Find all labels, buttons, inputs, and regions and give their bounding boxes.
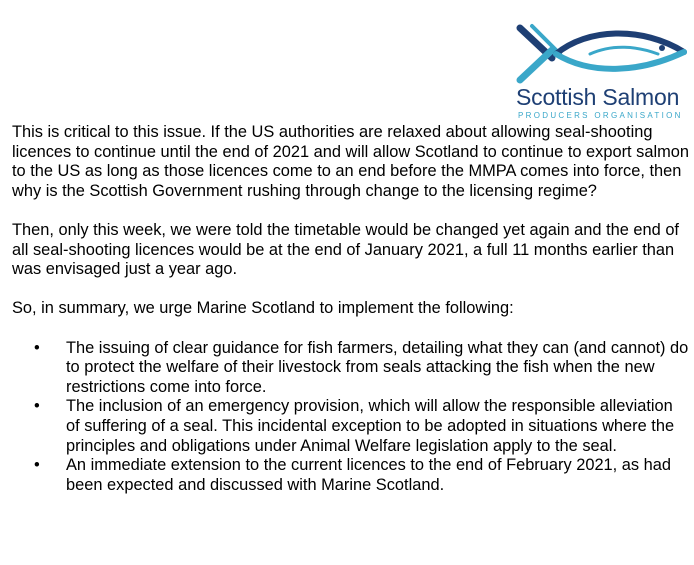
recommendation-list — [12, 339, 690, 496]
bullet-icon: • — [34, 456, 40, 475]
list-item — [12, 339, 690, 398]
paragraph: So, in summary, we urge Marine Scotland to implement the following: — [12, 299, 514, 318]
list-item-text: The issuing of clear guidance for fish farmers, detailing what they can (and cannot) do to protect the welfare of their livestock from seals attacking the fish when the new restrictions come into force. — [66, 338, 689, 396]
paragraph: Then, only this week, we were told the timetable would be changed yet again and the end of all seal-shooting licences would be at the end of January 2021, a full 11 months earlier than was envisaged just a year ago. — [12, 220, 679, 279]
logo-name: Scottish Salmon — [516, 84, 680, 110]
fish-icon — [512, 22, 690, 84]
list-item-text: The inclusion of an emergency provision, which will allow the responsible alleviation of suffering of a seal. This incidental exception to be adopted in situations where the principles and obligations under Animal Welfare legislation apply to the seal. — [66, 397, 675, 455]
list-item-text: An immediate extension to the current licences to the end of February 2021, as had been expected and discussed with Marine Scotland. — [66, 456, 671, 494]
document-body — [12, 123, 690, 495]
scottish-salmon-logo — [512, 22, 690, 122]
bullet-icon: • — [34, 338, 40, 357]
list-item — [12, 397, 690, 456]
logo-subtitle: PRODUCERS ORGANISATION — [518, 111, 683, 120]
list-item — [12, 456, 690, 495]
bullet-icon: • — [34, 397, 40, 416]
paragraph: This is critical to this issue. If the US authorities are relaxed about allowing seal-shooting licences to continue until the end of 2021 and will allow Scotland to continue to export salmon to the US as long as those licences come to an end before the MMPA comes into force, then why is the Scottish Government rushing through change to the licensing regime? — [12, 123, 689, 200]
